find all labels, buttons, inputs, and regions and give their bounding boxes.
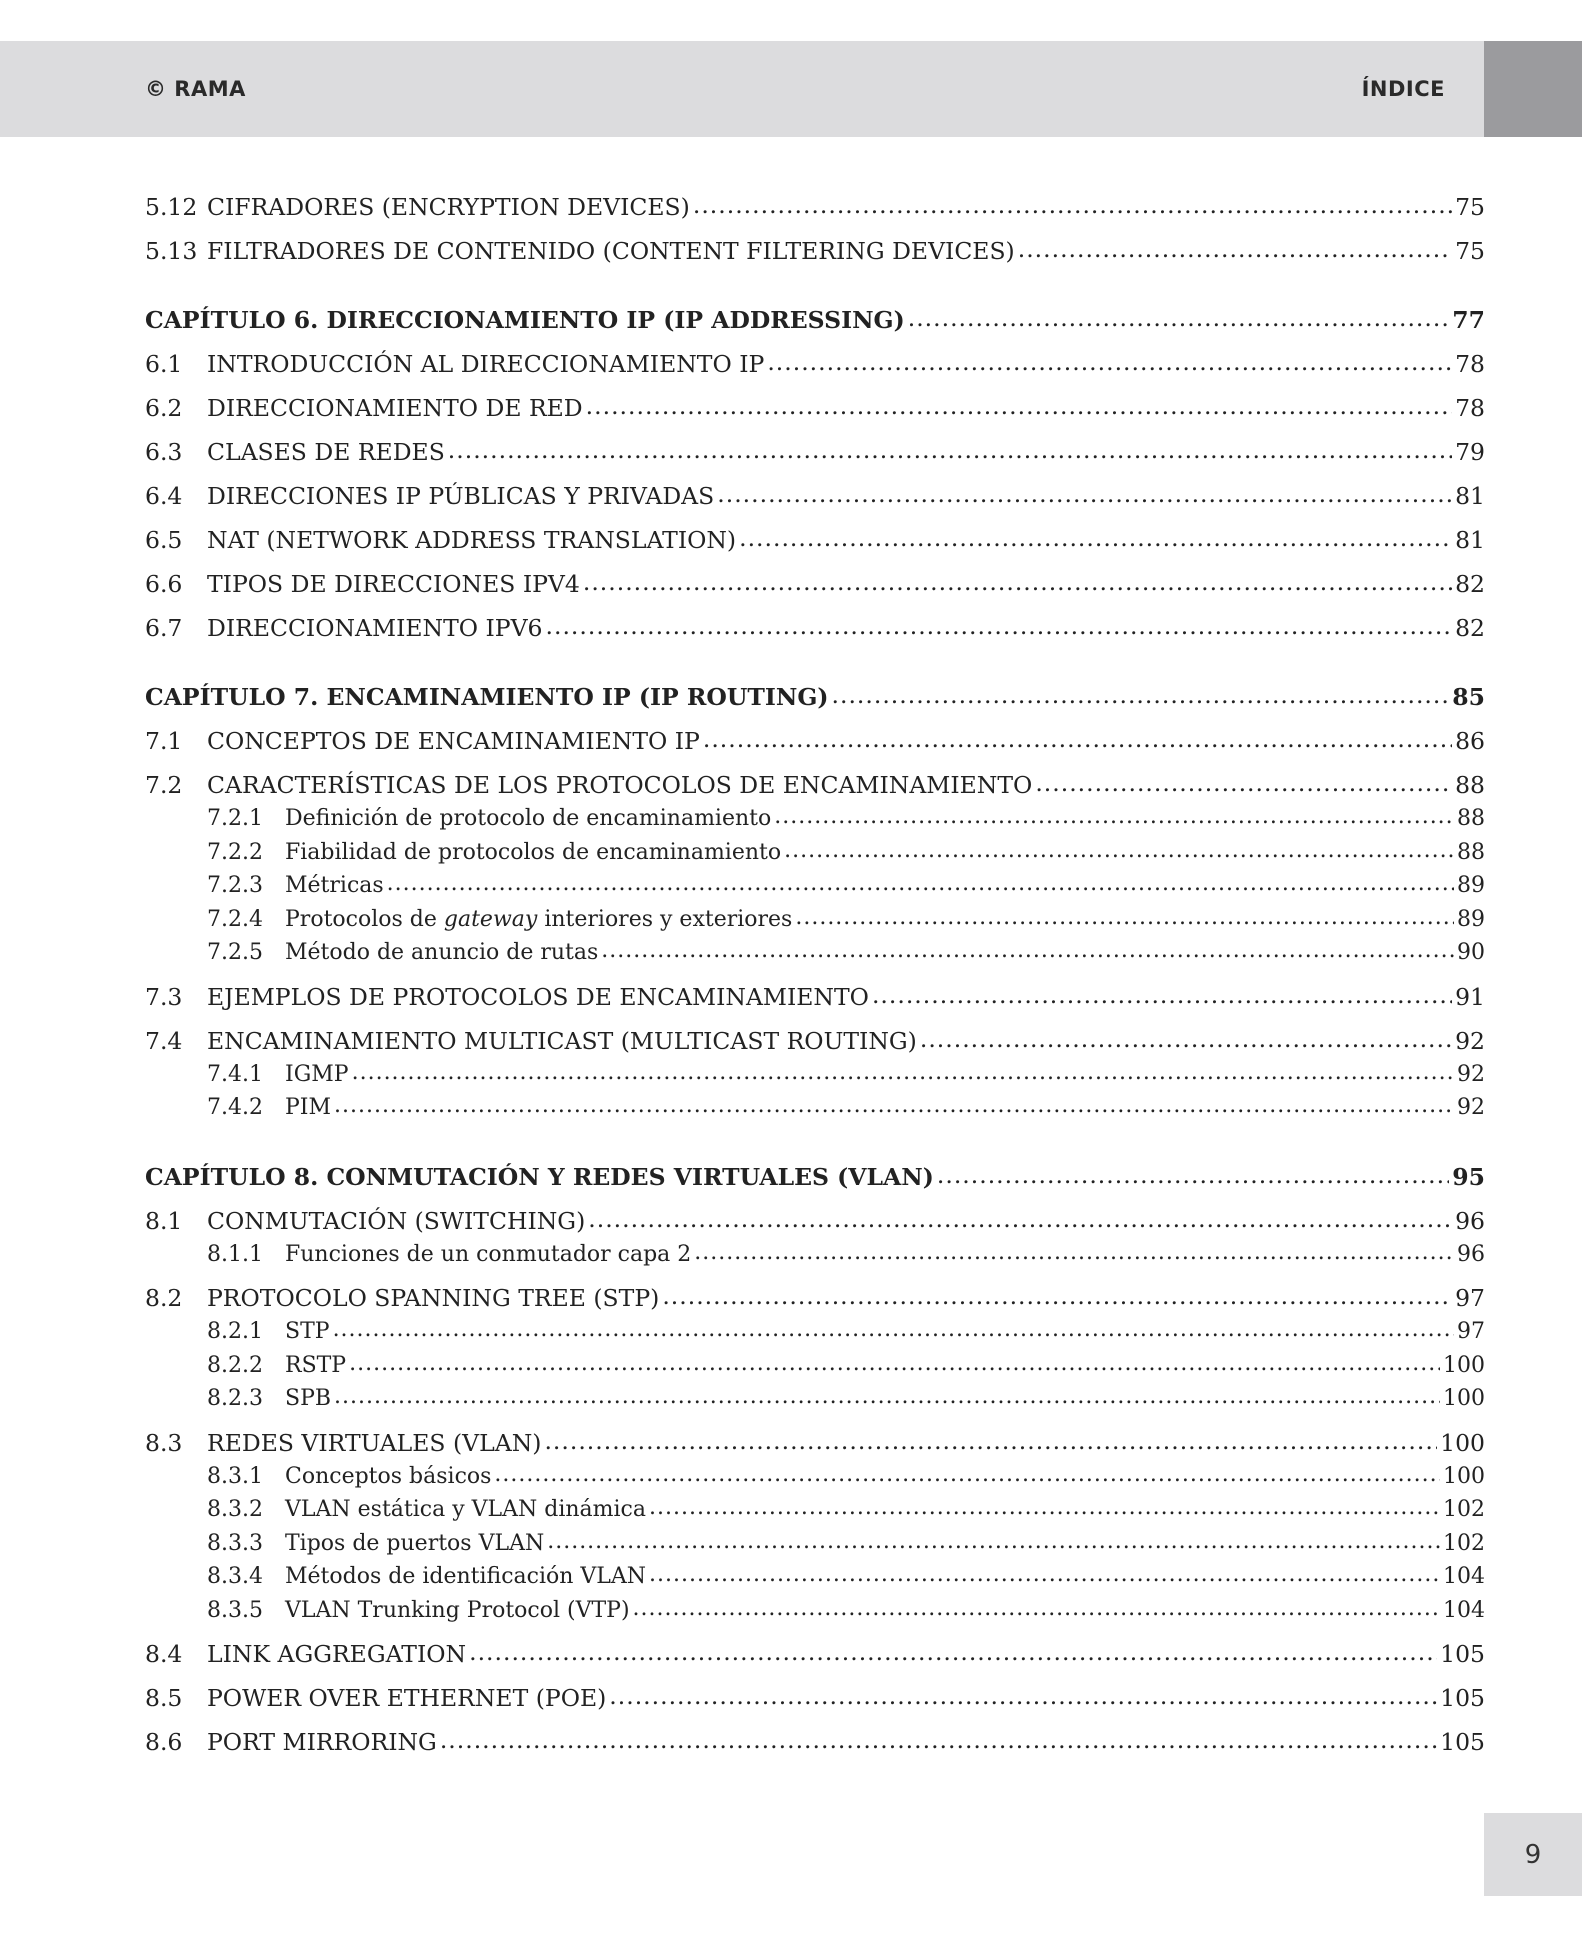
toc-entry-title: DIRECCIONAMIENTO IPV6 [207, 614, 543, 642]
toc-entry[interactable] [145, 1560, 1485, 1594]
toc-entry-page: 78 [1455, 350, 1485, 378]
toc-entry-page: 89 [1457, 873, 1485, 898]
toc-entry[interactable] [145, 347, 1485, 381]
toc-entry[interactable] [145, 1091, 1485, 1125]
toc-entry-page: 92 [1455, 1026, 1485, 1055]
dot-leader [1035, 766, 1452, 800]
toc-entry-page: 104 [1443, 1597, 1485, 1623]
toc-entry-number: 7.1 [145, 727, 183, 755]
toc-entry-page: 102 [1443, 1497, 1485, 1522]
toc-entry[interactable] [145, 234, 1485, 268]
toc-entry-number: 7.2 [145, 771, 183, 799]
toc-entry-page: 105 [1440, 1684, 1485, 1712]
toc-entry[interactable] [145, 1382, 1485, 1416]
dot-leader [352, 1056, 1454, 1090]
toc-entry-page: 100 [1443, 1352, 1485, 1378]
toc-entry-title: FILTRADORES DE CONTENIDO (CONTENT FILTERING DEVICES) [207, 237, 1015, 265]
toc-entry[interactable] [145, 1493, 1485, 1527]
toc-entry[interactable] [145, 435, 1485, 469]
toc-title-part: interiores y exteriores [537, 906, 793, 932]
toc-entry-page: 88 [1457, 806, 1485, 831]
dot-leader [609, 1679, 1437, 1713]
toc-entry[interactable] [145, 1637, 1485, 1671]
toc-entry[interactable] [145, 1058, 1485, 1092]
toc-entry-title: PIM [285, 1095, 332, 1120]
toc-entry-page: 91 [1455, 982, 1485, 1011]
toc-entry[interactable] [145, 1024, 1485, 1058]
toc-entry-title: CAPÍTULO 7. ENCAMINAMIENTO IP (IP ROUTING) [145, 683, 829, 711]
toc-entry-number: 7.4.2 [207, 1095, 263, 1120]
toc-entry-page: 75 [1455, 193, 1485, 221]
toc-entry-page: 97 [1457, 1319, 1485, 1344]
toc-entry-title: DIRECCIONAMIENTO DE RED [207, 394, 583, 422]
toc-entry-title: LINK AGGREGATION [207, 1640, 467, 1668]
dot-leader [649, 1558, 1440, 1592]
dot-leader [387, 867, 1454, 901]
toc-entry-title: PROTOCOLO SPANNING TREE (STP) [207, 1284, 660, 1312]
dot-leader [633, 1592, 1440, 1626]
dot-leader [767, 345, 1452, 379]
dot-leader [662, 1279, 1452, 1313]
toc-entry-page: 97 [1455, 1284, 1485, 1312]
toc-entry-number: 8.4 [145, 1640, 183, 1668]
toc-entry-page: 88 [1457, 839, 1485, 865]
toc-entry-page: 81 [1455, 526, 1485, 554]
toc-entry-number: 8.6 [145, 1728, 183, 1756]
toc-entry-title: CLASES DE REDES [207, 438, 445, 466]
toc-entry-title: IGMP [285, 1061, 349, 1087]
page-number: 9 [1484, 1813, 1582, 1896]
toc-entry-page: 96 [1457, 1241, 1485, 1267]
dot-leader [908, 301, 1450, 335]
toc-entry-page: 89 [1457, 906, 1485, 932]
toc-entry[interactable] [145, 903, 1485, 937]
dot-leader [546, 609, 1453, 643]
dot-leader [334, 1380, 1440, 1414]
dot-leader [440, 1723, 1437, 1757]
toc-entry-title: Método de anuncio de rutas [285, 940, 599, 965]
toc-entry[interactable] [145, 1238, 1485, 1272]
toc-entry-page: 86 [1455, 727, 1485, 755]
toc-entry[interactable] [145, 1681, 1485, 1715]
toc-entry-number: 7.2.2 [207, 839, 263, 865]
toc-entry-number: 7.4 [145, 1026, 183, 1055]
toc-entry-number: 7.2.3 [207, 873, 263, 898]
dot-leader [601, 934, 1454, 968]
toc-entry-title: Funciones de un conmutador capa 2 [285, 1241, 692, 1267]
dot-leader [872, 978, 1452, 1012]
toc-entry-title: POWER OVER ETHERNET (POE) [207, 1684, 607, 1712]
toc-entry-page: 90 [1457, 940, 1485, 965]
toc-entry-number: 8.3.3 [207, 1530, 263, 1556]
dot-leader [920, 1022, 1452, 1056]
toc-entry-title: VLAN estática y VLAN dinámica [285, 1497, 646, 1522]
toc-entry-page: 100 [1443, 1463, 1485, 1489]
header-tab [1484, 41, 1582, 137]
toc-title-italic-part: gateway [443, 906, 538, 932]
dot-leader [334, 1089, 1454, 1123]
header-section-title: ÍNDICE [1361, 77, 1445, 101]
toc-entry-number: 6.2 [145, 394, 183, 422]
toc-entry-page: 85 [1452, 683, 1485, 711]
toc-entry-page: 100 [1443, 1386, 1485, 1411]
toc-entry[interactable] [145, 1527, 1485, 1561]
dot-leader [1018, 232, 1452, 266]
toc-entry-number: 5.12 [145, 193, 198, 221]
toc-entry-page: 78 [1455, 394, 1485, 422]
toc-entry[interactable] [145, 190, 1485, 224]
toc-entry-title: SPB [285, 1386, 332, 1411]
toc-entry-title: Métricas [285, 873, 384, 898]
dot-leader [703, 722, 1452, 756]
dot-leader [349, 1347, 1440, 1381]
toc-entry-number: 8.3.2 [207, 1497, 263, 1522]
toc-entry[interactable] [145, 1204, 1485, 1238]
toc-entry-title: CONCEPTOS DE ENCAMINAMIENTO IP [207, 727, 700, 755]
toc-entry[interactable] [145, 802, 1485, 836]
dot-leader [448, 433, 1452, 467]
dot-leader [784, 834, 1454, 868]
toc-entry-page: 96 [1455, 1206, 1485, 1235]
toc-entry-page: 105 [1440, 1640, 1485, 1668]
toc-entry-number: 8.2 [145, 1284, 183, 1312]
toc-entry[interactable] [145, 391, 1485, 425]
dot-leader [547, 1525, 1440, 1559]
toc-chapter-entry[interactable] [145, 680, 1485, 714]
dot-leader [774, 800, 1454, 834]
toc-entry-page: 102 [1443, 1530, 1485, 1556]
dot-leader [739, 521, 1452, 555]
dot-leader [717, 477, 1452, 511]
toc-entry-title: CONMUTACIÓN (SWITCHING) [207, 1206, 586, 1235]
toc-entry-number: 8.2.1 [207, 1319, 263, 1344]
dot-leader [469, 1635, 1437, 1669]
toc-entry-number: 7.3 [145, 982, 183, 1011]
toc-entry-number: 8.2.3 [207, 1386, 263, 1411]
dot-leader [937, 1158, 1449, 1192]
toc-entry-page: 88 [1455, 771, 1485, 799]
toc-entry-page: 92 [1457, 1061, 1485, 1087]
toc-entry[interactable] [145, 836, 1485, 870]
toc-entry-number: 8.5 [145, 1684, 183, 1712]
toc-entry-page: 77 [1452, 306, 1485, 334]
toc-entry-page: 82 [1455, 570, 1485, 598]
toc-entry-title: Tipos de puertos VLAN [285, 1530, 545, 1556]
toc-entry[interactable] [145, 980, 1485, 1014]
toc-entry-page: 79 [1455, 438, 1485, 466]
toc-entry[interactable] [145, 479, 1485, 513]
toc-entry-number: 8.3.4 [207, 1564, 263, 1589]
toc-entry-number: 7.2.5 [207, 940, 263, 965]
toc-entry[interactable] [145, 1349, 1485, 1383]
toc-entry-title: TIPOS DE DIRECCIONES IPV4 [207, 570, 580, 598]
toc-entry-title: NAT (NETWORK ADDRESS TRANSLATION) [207, 526, 737, 554]
toc-entry-title: STP [285, 1319, 330, 1344]
toc-entry-number: 7.2.4 [207, 906, 263, 932]
toc-entry-title [285, 903, 792, 937]
dot-leader [795, 901, 1454, 935]
toc-entry-title: Definición de protocolo de encaminamiento [285, 806, 772, 831]
toc-entry-page: 104 [1443, 1564, 1485, 1589]
toc-entry-page: 81 [1455, 482, 1485, 510]
toc-chapter-entry[interactable] [145, 1160, 1485, 1194]
toc-entry-page: 105 [1440, 1728, 1485, 1756]
toc-entry-title: DIRECCIONES IP PÚBLICAS Y PRIVADAS [207, 482, 715, 510]
toc-entry-number: 8.3.5 [207, 1597, 263, 1623]
toc-entry[interactable] [145, 1725, 1485, 1759]
toc-entry[interactable] [145, 1594, 1485, 1628]
toc-entry[interactable] [145, 768, 1485, 802]
toc-entry[interactable] [145, 936, 1485, 970]
dot-leader [544, 1424, 1437, 1458]
toc-entry-title: Fiabilidad de protocolos de encaminamiento [285, 839, 782, 865]
dot-leader [333, 1313, 1454, 1347]
toc-entry-number: 7.4.1 [207, 1061, 263, 1087]
toc-entry-number: 8.3.1 [207, 1463, 263, 1489]
dot-leader [832, 678, 1450, 712]
toc-entry-page: 100 [1440, 1428, 1485, 1457]
dot-leader [583, 565, 1452, 599]
toc-entry-number: 6.4 [145, 482, 183, 510]
dot-leader [649, 1491, 1440, 1525]
toc-entry-number: 5.13 [145, 237, 198, 265]
toc-entry-title: CAPÍTULO 6. DIRECCIONAMIENTO IP (IP ADDRESSING) [145, 306, 905, 334]
toc-entry-number: 8.1 [145, 1206, 183, 1235]
dot-leader [694, 1236, 1454, 1270]
toc-entry-title: REDES VIRTUALES (VLAN) [207, 1428, 542, 1457]
toc-title-part: Protocolos de [285, 906, 444, 932]
toc-entry-title: INTRODUCCIÓN AL DIRECCIONAMIENTO IP [207, 350, 765, 378]
toc-entry-title: CARACTERÍSTICAS DE LOS PROTOCOLOS DE ENCAMINAMIENTO [207, 771, 1033, 799]
toc-entry-number: 8.2.2 [207, 1352, 263, 1378]
dot-leader [586, 389, 1452, 423]
toc-entry-page: 75 [1455, 237, 1485, 265]
toc-entry-title: Conceptos básicos [285, 1463, 492, 1489]
toc-entry-number: 6.7 [145, 614, 183, 642]
dot-leader [693, 188, 1452, 222]
toc-entry-number: 6.1 [145, 350, 183, 378]
toc-entry[interactable] [145, 611, 1485, 645]
toc-entry[interactable] [145, 1460, 1485, 1494]
toc-entry[interactable] [145, 724, 1485, 758]
toc-entry-number: 8.3 [145, 1428, 183, 1457]
toc-entry-number: 7.2.1 [207, 806, 263, 831]
toc-entry-number: 6.3 [145, 438, 183, 466]
dot-leader [494, 1458, 1440, 1492]
toc-entry-title: PORT MIRRORING [207, 1728, 437, 1756]
toc-entry-number: 6.6 [145, 570, 183, 598]
toc-entry-title: RSTP [285, 1352, 347, 1378]
toc-entry-page: 82 [1455, 614, 1485, 642]
toc-entry-number: 6.5 [145, 526, 183, 554]
toc-entry[interactable] [145, 567, 1485, 601]
toc-chapter-entry[interactable] [145, 303, 1485, 337]
toc-entry-title: CIFRADORES (ENCRYPTION DEVICES) [207, 193, 690, 221]
toc-entry[interactable] [145, 1281, 1485, 1315]
toc-entry[interactable] [145, 869, 1485, 903]
toc-entry-page: 95 [1452, 1162, 1485, 1191]
toc-entry[interactable] [145, 1315, 1485, 1349]
toc-entry-title: CAPÍTULO 8. CONMUTACIÓN Y REDES VIRTUALES (VLAN) [145, 1162, 934, 1191]
toc-entry-title: Métodos de identificación VLAN [285, 1564, 647, 1589]
toc-entry-title: ENCAMINAMIENTO MULTICAST (MULTICAST ROUTING) [207, 1026, 917, 1055]
toc-entry-title: VLAN Trunking Protocol (VTP) [285, 1597, 630, 1623]
dot-leader [588, 1202, 1452, 1236]
toc-entry[interactable] [145, 1426, 1485, 1460]
header-publisher: © RAMA [145, 77, 246, 101]
toc-entry-page: 92 [1457, 1095, 1485, 1120]
toc-entry[interactable] [145, 523, 1485, 557]
toc-entry-title: EJEMPLOS DE PROTOCOLOS DE ENCAMINAMIENTO [207, 982, 869, 1011]
table-of-contents [145, 190, 1485, 1759]
toc-entry-number: 8.1.1 [207, 1241, 263, 1267]
